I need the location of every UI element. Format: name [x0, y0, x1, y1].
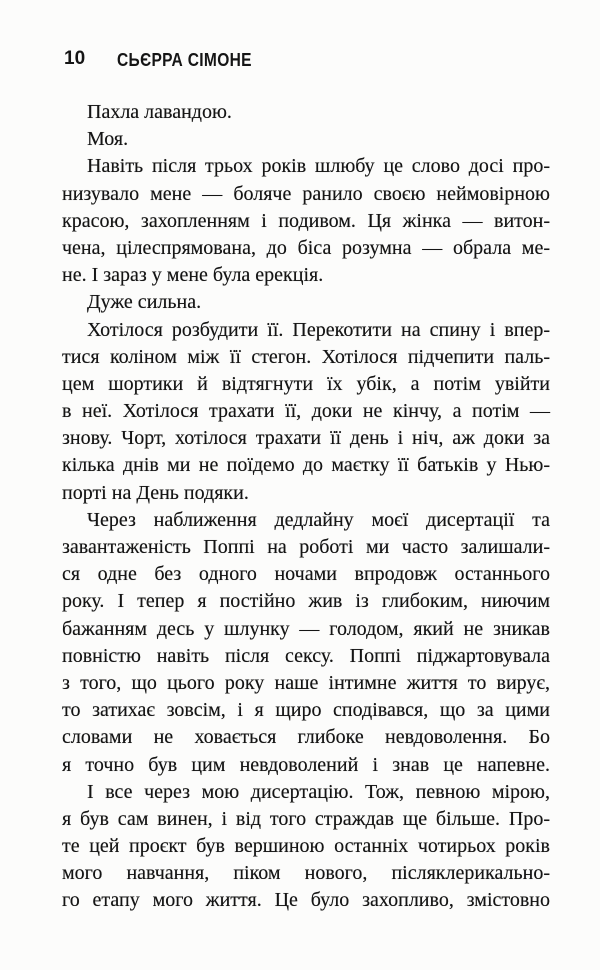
body-line: Моя.: [87, 128, 129, 151]
body-line: красою, захопленням і подивом. Ця жінка — витон-: [62, 209, 550, 232]
page-number: 10: [64, 48, 86, 69]
body-line: не. І зараз у мене була ерекція.: [62, 264, 324, 287]
body-line: го етапу мого життя. Це було захопливо, змістовно: [62, 889, 550, 912]
body-line: з того, що цього року наше інтимне життя то вирує,: [62, 671, 550, 694]
body-line: Хотілося розбудити її. Перекотити на спину і впер-: [87, 318, 550, 341]
body-line: тися коліном між її стегон. Хотілося підчепити паль-: [62, 345, 550, 368]
body-line: те цей проєкт був вершиною останніх чотирьох років: [62, 835, 550, 858]
body-line: Пахла лавандою.: [87, 101, 232, 123]
body-line: я точно був цим невдоволений і знав це напевне.: [62, 753, 550, 776]
body-line: бажанням десь у шлунку — голодом, який не зникав: [62, 617, 550, 640]
body-line: словами не ховається глибоке невдоволення. Бо: [62, 726, 550, 749]
body-line: Через наближення дедлайну моєї дисертації та: [87, 508, 550, 531]
body-line: чена, цілеспрямована, до біса розумна — обрала ме-: [62, 236, 550, 259]
running-header: [0, 48, 600, 70]
body-line: мого навчання, піком нового, післяклерикально-: [62, 862, 550, 885]
body-line: І все через мою дисертацію. Тож, певною мірою,: [87, 780, 550, 803]
body-line: порті на День подяки.: [62, 481, 249, 504]
body-line: кілька днів ми не поїдемо до маєтку її батьків у Нью-: [62, 454, 550, 477]
page-text: [62, 99, 550, 915]
body-line: повністю навіть після сексу. Поппі піджартовувала: [62, 644, 550, 667]
body-line: знову. Чорт, хотілося трахати її день і ніч, аж доки за: [62, 427, 550, 450]
body-line: я був сам винен, і від того страждав ще більше. Про-: [62, 807, 550, 830]
body-line: ся одне без одного ночами впродовж останнього: [62, 563, 550, 586]
body-line: Навіть після трьох років шлюбу це слово досі про-: [87, 155, 550, 178]
body-line: низувало мене — боляче ранило своєю неймовірною: [62, 182, 550, 205]
body-line: завантаженість Поппі на роботі ми часто залишали-: [62, 536, 550, 558]
body-line: року. І тепер я постійно жив із глибоким, ниючим: [62, 590, 550, 613]
body-line: цем шортики й відтягнути їх убік, а потім увійти: [62, 372, 550, 395]
body-line: в неї. Хотілося трахати її, доки не кінчу, а потім —: [62, 400, 550, 423]
body-line: Дуже сильна.: [87, 291, 202, 314]
body-line: то затихає зовсім, і я щиро сподівався, що за цими: [62, 699, 550, 722]
running-header-author: СЬЄРРА СІМОНЕ: [117, 49, 252, 70]
